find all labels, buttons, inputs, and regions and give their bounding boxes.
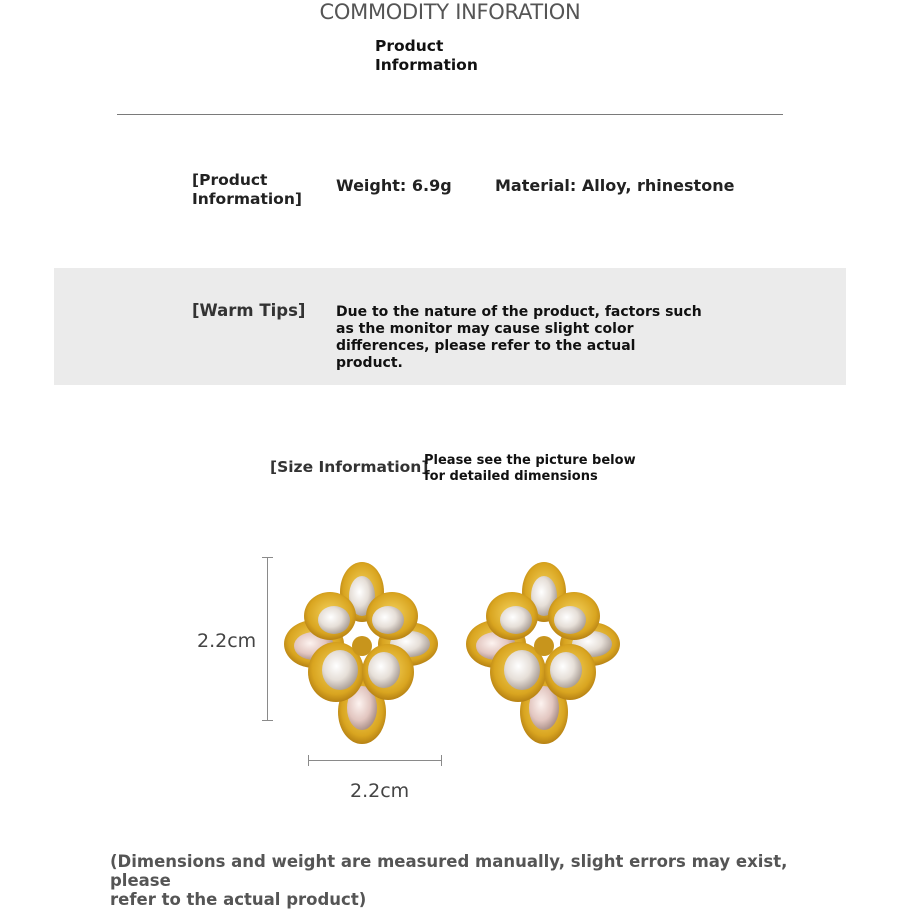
warm-tips-line-3: differences, please refer to the actual product. xyxy=(336,338,636,371)
width-dimension-label: 2.2cm xyxy=(350,780,410,802)
subtitle-line-2: Information xyxy=(375,56,478,74)
warm-tips-line-1: Due to the nature of the product, factors such xyxy=(336,304,702,320)
width-dimension-cap-right xyxy=(441,755,442,766)
weight-value: Weight: 6.9g xyxy=(336,176,452,195)
height-dimension-line xyxy=(267,557,268,721)
footer-disclaimer xyxy=(110,852,810,909)
size-info-line-2: for detailed dimensions xyxy=(424,469,598,484)
earring-image-right xyxy=(460,562,628,746)
footer-line-1: (Dimensions and weight are measured manually, slight errors may exist, please xyxy=(110,852,788,890)
warm-tips-text xyxy=(336,304,706,372)
material-value: Material: Alloy, rhinestone xyxy=(495,176,735,195)
product-info-label-line-1: [Product xyxy=(192,171,268,189)
earring-image-left xyxy=(278,562,446,746)
page-subtitle xyxy=(375,37,478,75)
warm-tips-line-2: as the monitor may cause slight color xyxy=(336,321,634,337)
size-info-text xyxy=(424,453,636,485)
height-dimension-label: 2.2cm xyxy=(197,630,257,652)
height-dimension-cap-bottom xyxy=(262,720,273,721)
warm-tips-label: [Warm Tips] xyxy=(192,301,306,320)
size-info-line-1: Please see the picture below xyxy=(424,453,636,468)
width-dimension-line xyxy=(308,760,442,761)
page-title: COMMODITY INFORATION xyxy=(319,0,581,24)
width-dimension-cap-left xyxy=(308,755,309,766)
size-info-label: [Size Information] xyxy=(270,458,429,476)
product-info-label xyxy=(192,171,302,209)
flower-petals xyxy=(466,562,620,744)
height-dimension-cap-top xyxy=(262,557,273,558)
footer-line-2: refer to the actual product) xyxy=(110,890,367,909)
product-info-label-line-2: Information] xyxy=(192,190,302,208)
divider xyxy=(117,114,783,115)
flower-petals xyxy=(284,562,438,744)
subtitle-line-1: Product xyxy=(375,37,444,55)
